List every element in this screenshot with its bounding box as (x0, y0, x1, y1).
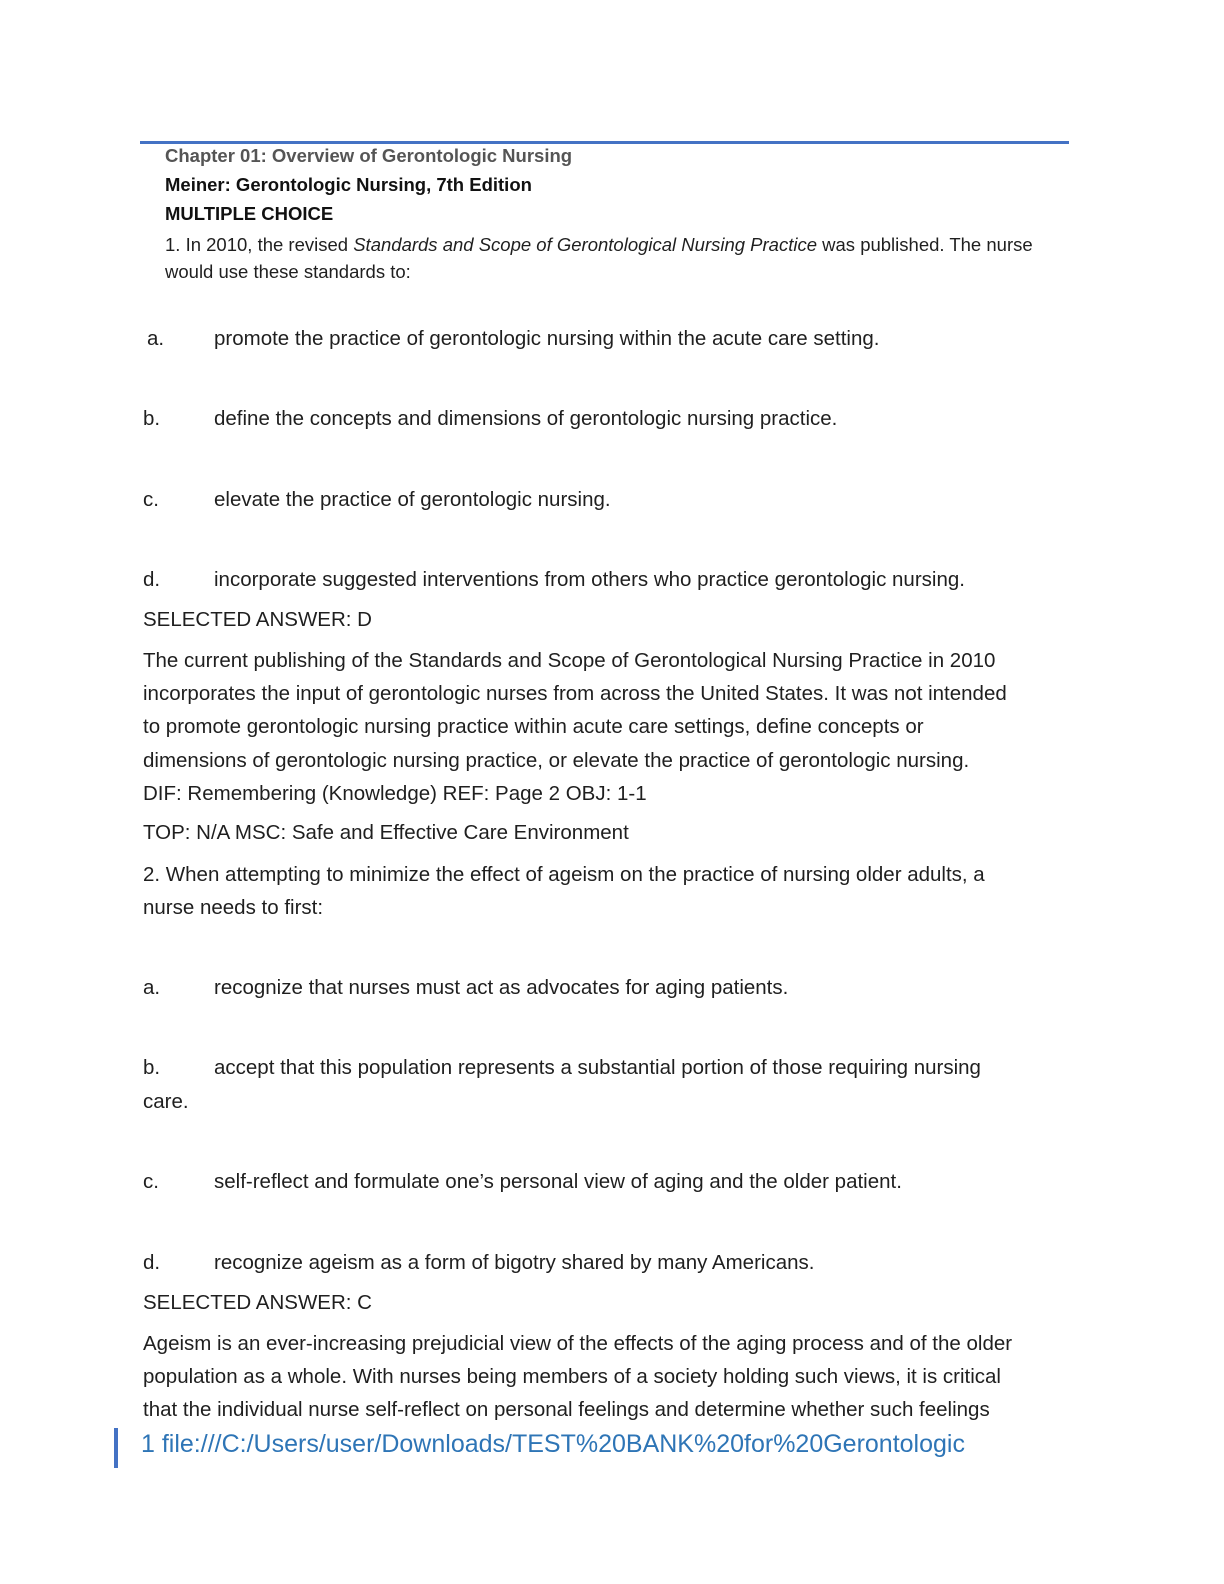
header-rule (140, 141, 1069, 144)
question-2-option-c-text: self-reflect and formulate one’s personal view of aging and the older patient. (214, 1170, 902, 1193)
question-2-option-a-letter: a. (143, 976, 161, 999)
question-1-stem-prefix: 1. In 2010, the revised (165, 234, 354, 255)
question-2-option-b-letter: b. (143, 1056, 161, 1079)
question-2-rationale (143, 1327, 1073, 1427)
question-2-option-c-letter: c. (143, 1170, 159, 1193)
question-2-rationale-line: Ageism is an ever-increasing prejudicial view of the effects of the aging process and of the older (143, 1332, 1013, 1355)
question-1-stem-suffix: was published. The nurse would use these standards to: (165, 234, 1033, 282)
question-2-option-d-letter: d. (143, 1251, 161, 1274)
question-1-rationale-line: The current publishing of the Standards and Scope of Gerontological Nursing Practice in 2010 (143, 649, 996, 672)
section-heading: MULTIPLE CHOICE (165, 203, 334, 224)
question-2-option-b-text: accept that this population represents a substantial portion of those requiring nursing (214, 1056, 981, 1079)
question-2-rationale-line: population as a whole. With nurses being members of a society holding such views, it is critical (143, 1365, 1001, 1389)
question-2-selected-answer: SELECTED ANSWER: C (143, 1291, 372, 1314)
question-1-option-a-text: promote the practice of gerontologic nursing within the acute care setting. (214, 327, 880, 350)
question-1-rationale-line: incorporates the input of gerontologic nurses from across the United States. It was not intended (143, 682, 1007, 706)
question-1-dif-ref: DIF: Remembering (Knowledge) REF: Page 2 OBJ: 1-1 (143, 782, 647, 805)
question-1-rationale (143, 644, 1073, 777)
question-1-option-b-letter: b. (143, 407, 161, 430)
question-2-rationale-line: that the individual nurse self-reflect on personal feelings and determine whether such feelings (143, 1398, 990, 1422)
question-1-option-a-letter: a. (147, 327, 165, 350)
question-1-selected-answer: SELECTED ANSWER: D (143, 608, 372, 631)
question-1-option-b-text: define the concepts and dimensions of gerontologic nursing practice. (214, 407, 838, 430)
footer-accent-bar (114, 1428, 118, 1468)
book-title: Meiner: Gerontologic Nursing, 7th Edition (165, 174, 532, 195)
question-2-stem-line: 2. When attempting to minimize the effect of ageism on the practice of nursing older adults, a (143, 863, 985, 886)
question-1-option-d-letter: d. (143, 568, 161, 591)
question-2-stem-line: nurse needs to first: (143, 896, 324, 920)
question-1-option-d-text: incorporate suggested interventions from others who practice gerontologic nursing. (214, 568, 965, 591)
chapter-title: Chapter 01: Overview of Gerontologic Nursing (165, 145, 573, 166)
footer-file-link[interactable]: 1 file:///C:/Users/user/Downloads/TEST%20BANK%20for%20Gerontologic (141, 1430, 965, 1458)
question-1-topic: TOP: N/A MSC: Safe and Effective Care Environment (143, 821, 629, 844)
question-2-option-b-continuation: care. (143, 1090, 189, 1113)
question-2-stem (143, 858, 1073, 924)
question-1-stem (165, 231, 1075, 285)
question-1-option-c-text: elevate the practice of gerontologic nursing. (214, 488, 611, 511)
question-1-option-c-letter: c. (143, 488, 159, 511)
question-2-option-a-text: recognize that nurses must act as advocates for aging patients. (214, 976, 789, 999)
question-1-rationale-line: dimensions of gerontologic nursing practice, or elevate the practice of gerontologic nursing. (143, 748, 970, 772)
question-1-stem-title: Standards and Scope of Gerontological Nursing Practice (353, 234, 818, 255)
question-1-rationale-line: to promote gerontologic nursing practice within acute care settings, define concepts or (143, 715, 924, 739)
question-2-option-d-text: recognize ageism as a form of bigotry shared by many Americans. (214, 1251, 815, 1274)
